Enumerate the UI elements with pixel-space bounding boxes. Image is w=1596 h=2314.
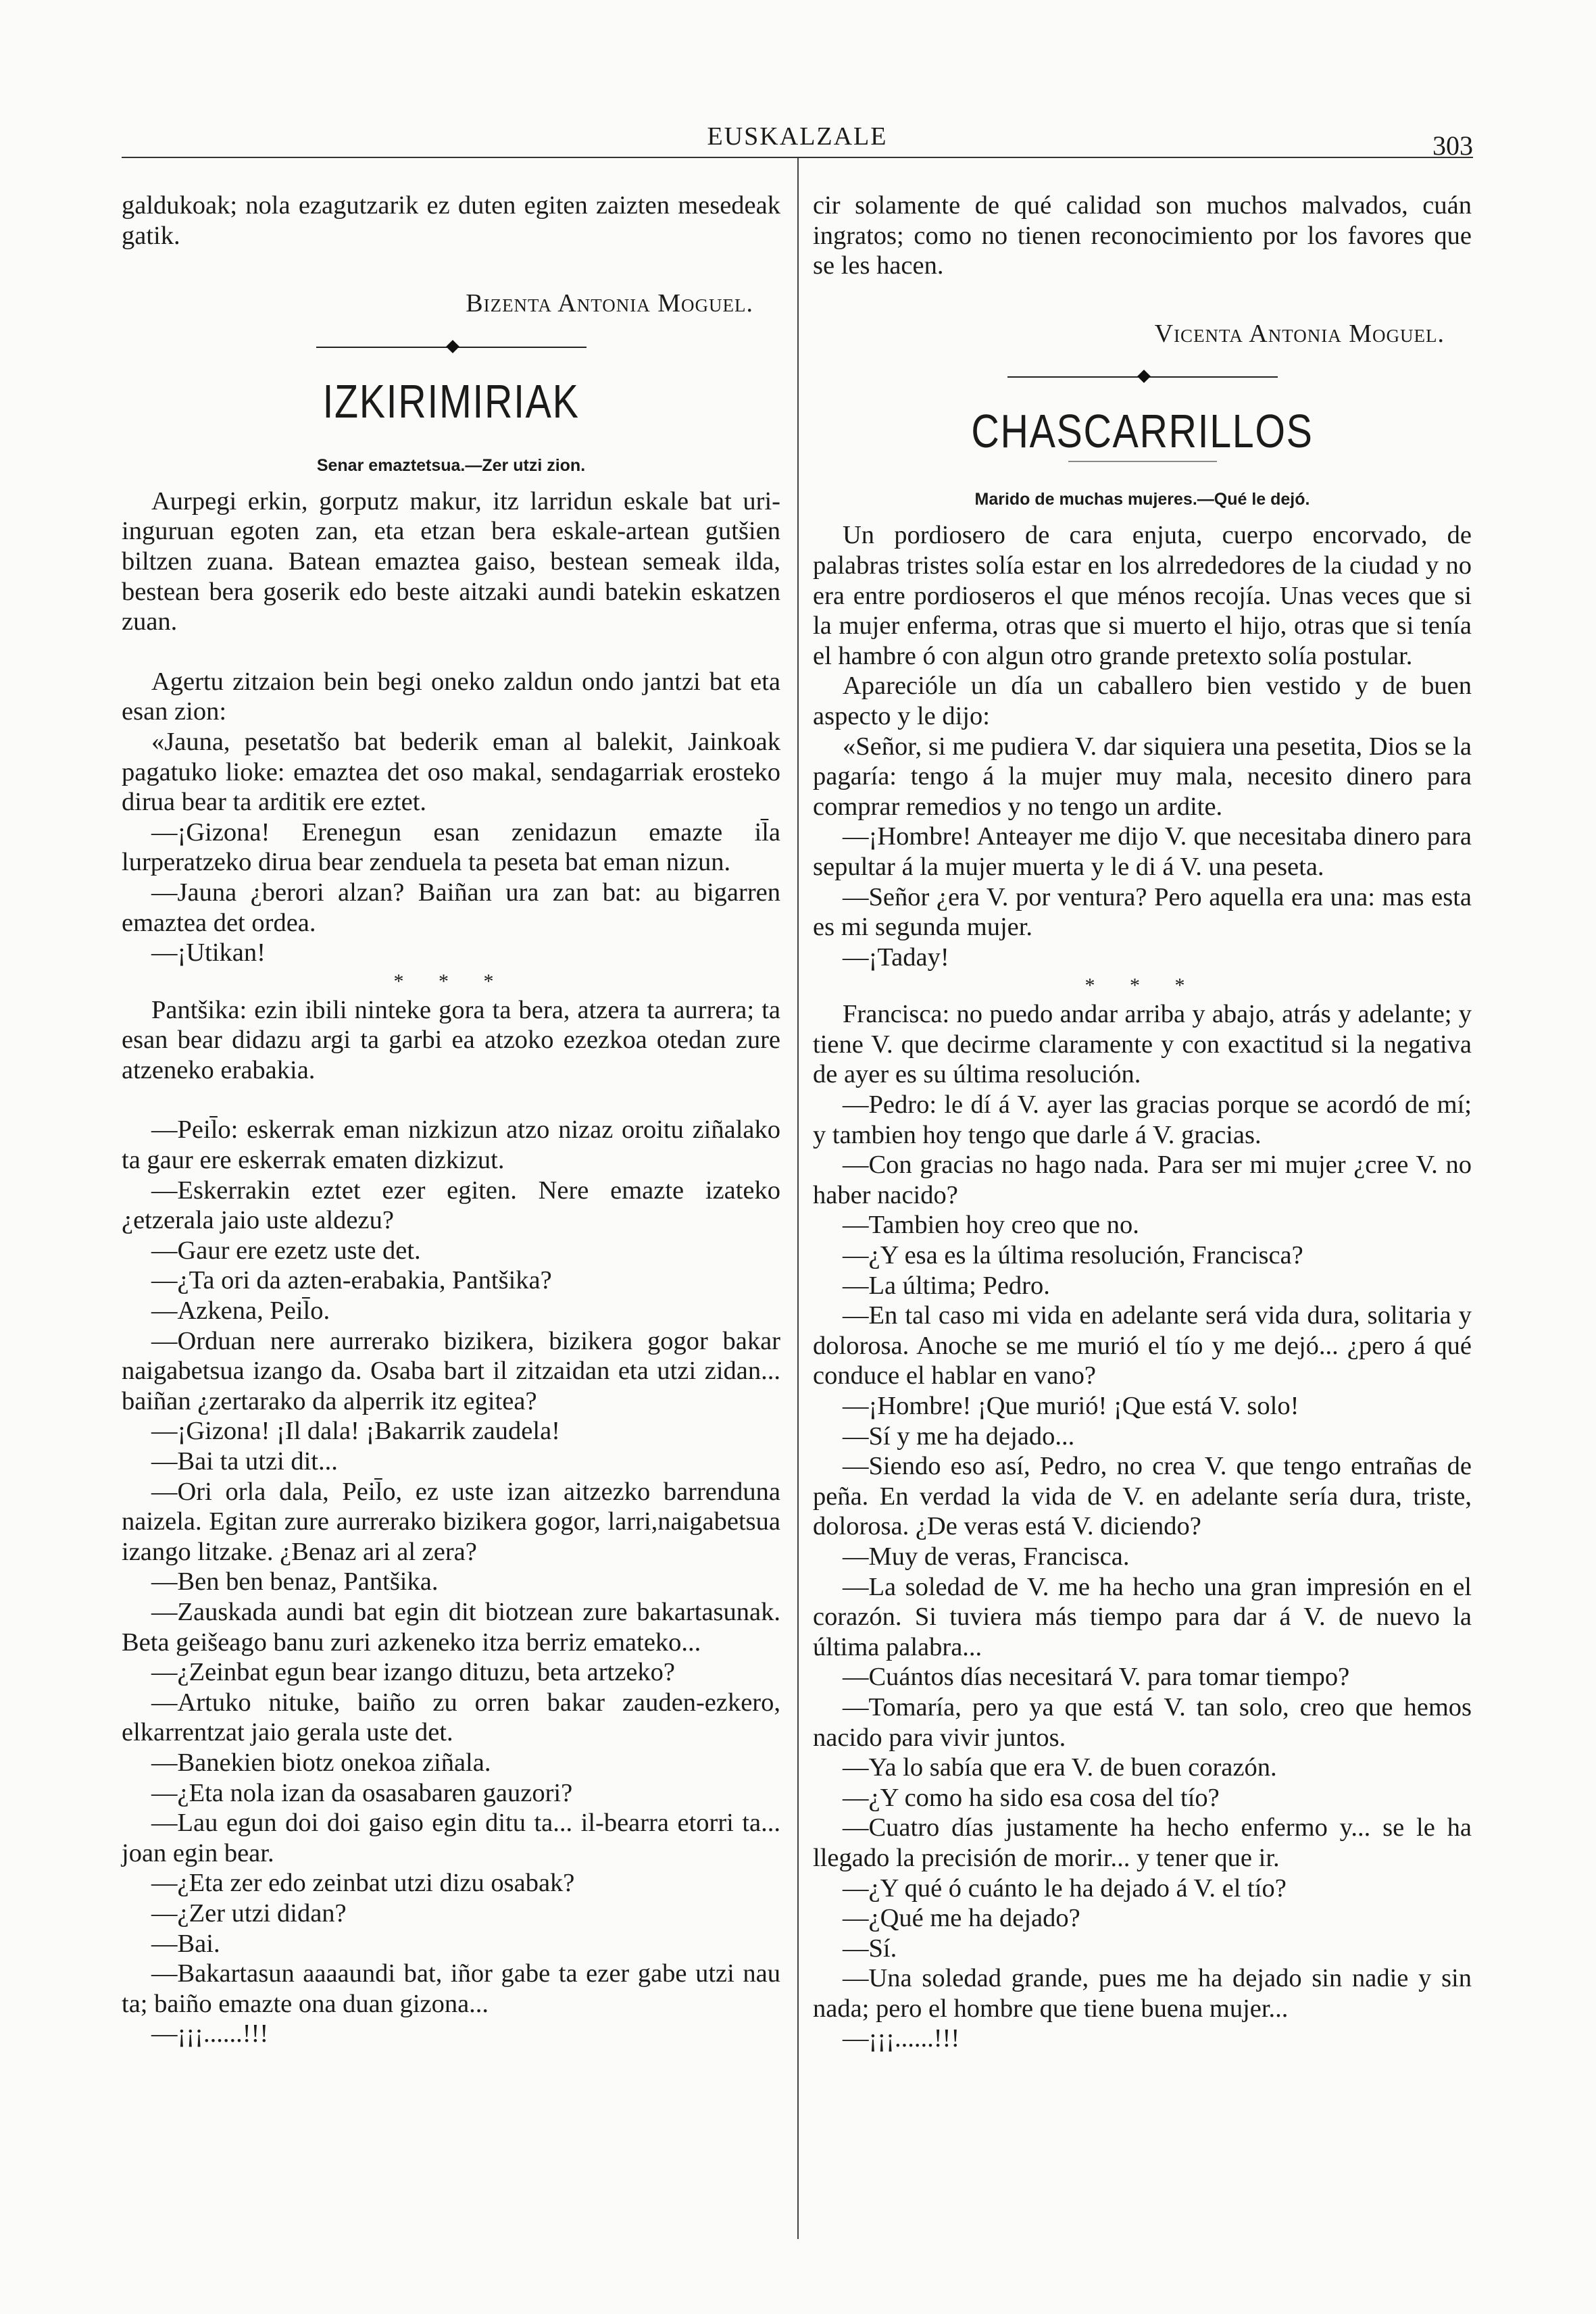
- paragraph: Aparecióle un día un caballero bien vestido y de buen aspecto y le dijo:: [813, 672, 1472, 730]
- story-body: [813, 520, 1472, 2054]
- paragraph: —¡¡¡......!!!: [843, 2024, 960, 2053]
- paragraph: —¿Y qué ó cuánto le ha dejado á V. el tío?: [843, 1873, 1287, 1903]
- paragraph: —Bakartasun aaaaundi bat, iñor gabe ta ezer gabe utzi nau ta; baiño emazte ona duan gizona...: [122, 1959, 780, 2018]
- journal-title: EUSKALZALE: [707, 122, 888, 151]
- paragraph: —Tomaría, pero ya que está V. tan solo, creo que hemos nacido para vivir juntos.: [813, 1692, 1472, 1752]
- paragraph: —Con gracias no hago nada. Para ser mi mujer ¿cree V. no haber nacido?: [813, 1151, 1472, 1209]
- section-separator: * * *: [393, 970, 509, 992]
- paragraph: —Lau egun doi doi gaiso egin ditu ta... il-bearra etorri ta... joan egin bear.: [122, 1809, 780, 1867]
- paragraph: —¿Zeinbat egun bear izango dituzu, beta artzeko?: [151, 1658, 675, 1687]
- intro-continuation: cir solamente de qué calidad son muchos malvados, cuán ingratos; como no tienen reconocimiento por los favores que se les hacen.: [813, 191, 1472, 280]
- paragraph: —Sí.: [843, 1934, 897, 1963]
- paragraph: —La última; Pedro.: [843, 1271, 1050, 1300]
- paragraph: —Cuántos días necesitará V. para tomar tiempo?: [843, 1663, 1350, 1692]
- paragraph: —Sí y me ha dejado...: [843, 1422, 1075, 1451]
- paragraph: —Azkena, Peil̄o.: [151, 1297, 330, 1326]
- paragraph: «Señor, si me pudiera V. dar siquiera una pesetita, Dios se la pagaría: tengo á la mujer muy mala, necesito dinero para comprar remedios y no tengo un ardite.: [813, 732, 1472, 821]
- paragraph: Pantšika: ezin ibili ninteke gora ta bera, atzera ta aurrera; ta esan bear didazu argi ta garbi ea atzoko ezezkoa otedan zure atzeneko erabakia.: [122, 995, 780, 1084]
- paragraph: —Gaur ere ezetz uste det.: [151, 1236, 421, 1265]
- paragraph: —¿Eta nola izan da osasabaren gauzori?: [151, 1778, 573, 1807]
- paragraph: —Eskerrakin eztet ezer egiten. Nere emazte izateko ¿etzerala jaio uste aldezu?: [122, 1176, 780, 1235]
- paragraph: —Cuatro días justamente ha hecho enfermo y... se le ha llegado la precisión de morir... y tener que ir.: [813, 1813, 1472, 1872]
- story-subtitle: Senar emaztetsua.—Zer utzi zion.: [316, 455, 586, 475]
- paragraph: Agertu zitzaion bein begi oneko zaldun ondo jantzi bat eta esan zion:: [122, 667, 780, 726]
- section-title: IZKIRIMIRIAK: [322, 374, 580, 428]
- title-underline: [1068, 461, 1217, 462]
- paragraph: —La soledad de V. me ha hecho una gran impresión en el corazón. Si tuviera más tiempo para dar á V. de nuevo la última palabra...: [813, 1572, 1472, 1661]
- paragraph: —Ya lo sabía que era V. de buen corazón.: [843, 1753, 1277, 1782]
- paragraph: —¡Gizona! Erenegun esan zenidazun emazte il̄a lurperatzeko dirua bear zenduela ta peseta bat eman nizun.: [122, 818, 780, 877]
- intro-continuation: galdukoak; nola ezagutzarik ez duten egiten zaizten mesedeak gatik.: [122, 191, 780, 250]
- author-signature: Vicenta Antonia Moguel.: [1154, 319, 1445, 348]
- story-body: [122, 486, 780, 2049]
- left-column-basque: [122, 191, 780, 2049]
- paragraph: —Ori orla dala, Peil̄o, ez uste izan aitzezko barrenduna naizela. Egitan zure aurrerako bizikera gogor, larri,naigabetsua izango litzake. ¿Benaz ari al zera?: [122, 1477, 780, 1566]
- paragraph: —En tal caso mi vida en adelante será vida dura, solitaria y dolorosa. Anoche se me murió el tío y me dejó... ¿pero á qué conduce el hablar en vano?: [813, 1301, 1472, 1390]
- paragraph: —¡Gizona! ¡Il dala! ¡Bakarrik zaudela!: [151, 1417, 560, 1446]
- paragraph: —¡¡¡......!!!: [151, 2019, 269, 2048]
- ornamental-divider: [316, 346, 587, 349]
- section-separator: * * *: [1084, 974, 1200, 997]
- paragraph: —¡Hombre! ¡Que murió! ¡Que está V. solo!: [843, 1392, 1299, 1420]
- running-header: [122, 120, 1473, 161]
- paragraph: —Bai ta utzi dit...: [151, 1447, 338, 1476]
- paragraph: —Bai.: [151, 1929, 220, 1958]
- paragraph: —Peil̄o: eskerrak eman nizkizun atzo nizaz oroitu ziñalako ta gaur ere eskerrak ematen dizkizut.: [122, 1115, 780, 1175]
- paragraph: —Siendo eso así, Pedro, no crea V. que tengo entrañas de peña. En verdad la vida de V. en adelante sería dura, triste, dolorosa. ¿De veras está V. diciendo?: [813, 1452, 1472, 1541]
- paragraph: —Banekien biotz onekoa ziñala.: [151, 1748, 491, 1777]
- paragraph: —¿Qué me ha dejado?: [843, 1904, 1080, 1933]
- paragraph: —Zauskada aundi bat egin dit biotzean zure bakartasunak. Beta geišeago banu zuri azkeneko itza berriz emateko...: [122, 1597, 780, 1657]
- paragraph: Un pordiosero de cara enjuta, cuerpo encorvado, de palabras tristes solía estar en los alrrededores de la ciudad y no era entre pordioseros el que ménos recojía. Unas veces que si la mujer enferma, otras que si muerto el hijo, otras que si tenía el hambre ó con algun otro grande pretexto solía postular.: [813, 521, 1472, 670]
- paragraph: —¿Y esa es la última resolución, Francisca?: [843, 1241, 1303, 1270]
- paragraph: —¿Y como ha sido esa cosa del tío?: [843, 1783, 1220, 1812]
- paragraph: —¿Eta zer edo zeinbat utzi dizu osabak?: [151, 1869, 575, 1898]
- paragraph: —¿Zer utzi didan?: [151, 1898, 347, 1928]
- paragraph: —¡Taday!: [843, 942, 949, 972]
- paragraph: —¿Ta ori da azten-erabakia, Pantšika?: [151, 1266, 552, 1295]
- paragraph: —Artuko nituke, baiño zu orren bakar zauden-ezkero, elkarrentzat jaio gerala uste det.: [122, 1688, 780, 1747]
- paragraph: —Pedro: le dí á V. ayer las gracias porque se acordó de mí; y tambien hoy tengo que darle á V. gracias.: [813, 1090, 1472, 1149]
- paragraph: —Ben ben benaz, Pantšika.: [151, 1567, 439, 1596]
- page-number: 303: [1432, 130, 1473, 161]
- author-signature: Bizenta Antonia Moguel.: [466, 289, 753, 318]
- section-title: CHASCARRILLOS: [971, 405, 1314, 458]
- paragraph: —Señor ¿era V. por ventura? Pero aquella era una: mas esta es mi segunda mujer.: [813, 882, 1472, 942]
- paragraph: Aurpegi erkin, gorputz makur, itz larridun eskale bat uri-inguruan egoten zan, eta etzan bera eskale-artean gutšien biltzen zuana. Batean emaztea gaiso, bestean semeak ilda, bestean bera goserik edo beste aitzaki aundi batekin eskatzen zuan.: [122, 486, 780, 636]
- paragraph: —Orduan nere aurrerako bizikera, bizikera gogor bakar naigabetsua izango da. Osaba bart il zitzaidan eta utzi zidan... baiñan ¿zertarako da alperrik itz egitea?: [122, 1326, 780, 1415]
- paragraph: —Jauna ¿berori alzan? Baiñan ura zan bat: au bigarren emaztea det ordea.: [122, 878, 780, 937]
- paragraph: —¡Hombre! Anteayer me dijo V. que necesitaba dinero para sepultar á la mujer muerta y le di á V. una peseta.: [813, 822, 1472, 881]
- ornamental-divider: [1007, 376, 1278, 378]
- story-subtitle: Marido de muchas mujeres.—Qué le dejó.: [974, 490, 1310, 509]
- paragraph: —Tambien hoy creo que no.: [843, 1211, 1139, 1240]
- paragraph: —Muy de veras, Francisca.: [843, 1542, 1130, 1571]
- paragraph: Francisca: no puedo andar arriba y abajo, atrás y adelante; y tiene V. que decirme claramente y con exactitud si la negativa de ayer es su última resolución.: [813, 1000, 1472, 1089]
- paragraph: —¡Utikan!: [151, 938, 266, 967]
- right-column-spanish: [813, 191, 1472, 2054]
- paragraph: —Una soledad grande, pues me ha dejado sin nadie y sin nada; pero el hombre que tiene buena mujer...: [813, 1964, 1472, 2023]
- column-divider: [797, 158, 799, 2239]
- paragraph: «Jauna, pesetatšo bat bederik eman al balekit, Jainkoak pagatuko lioke: emaztea det oso makal, sendagarriak erosteko dirua bear ta arditik ere eztet.: [122, 727, 780, 817]
